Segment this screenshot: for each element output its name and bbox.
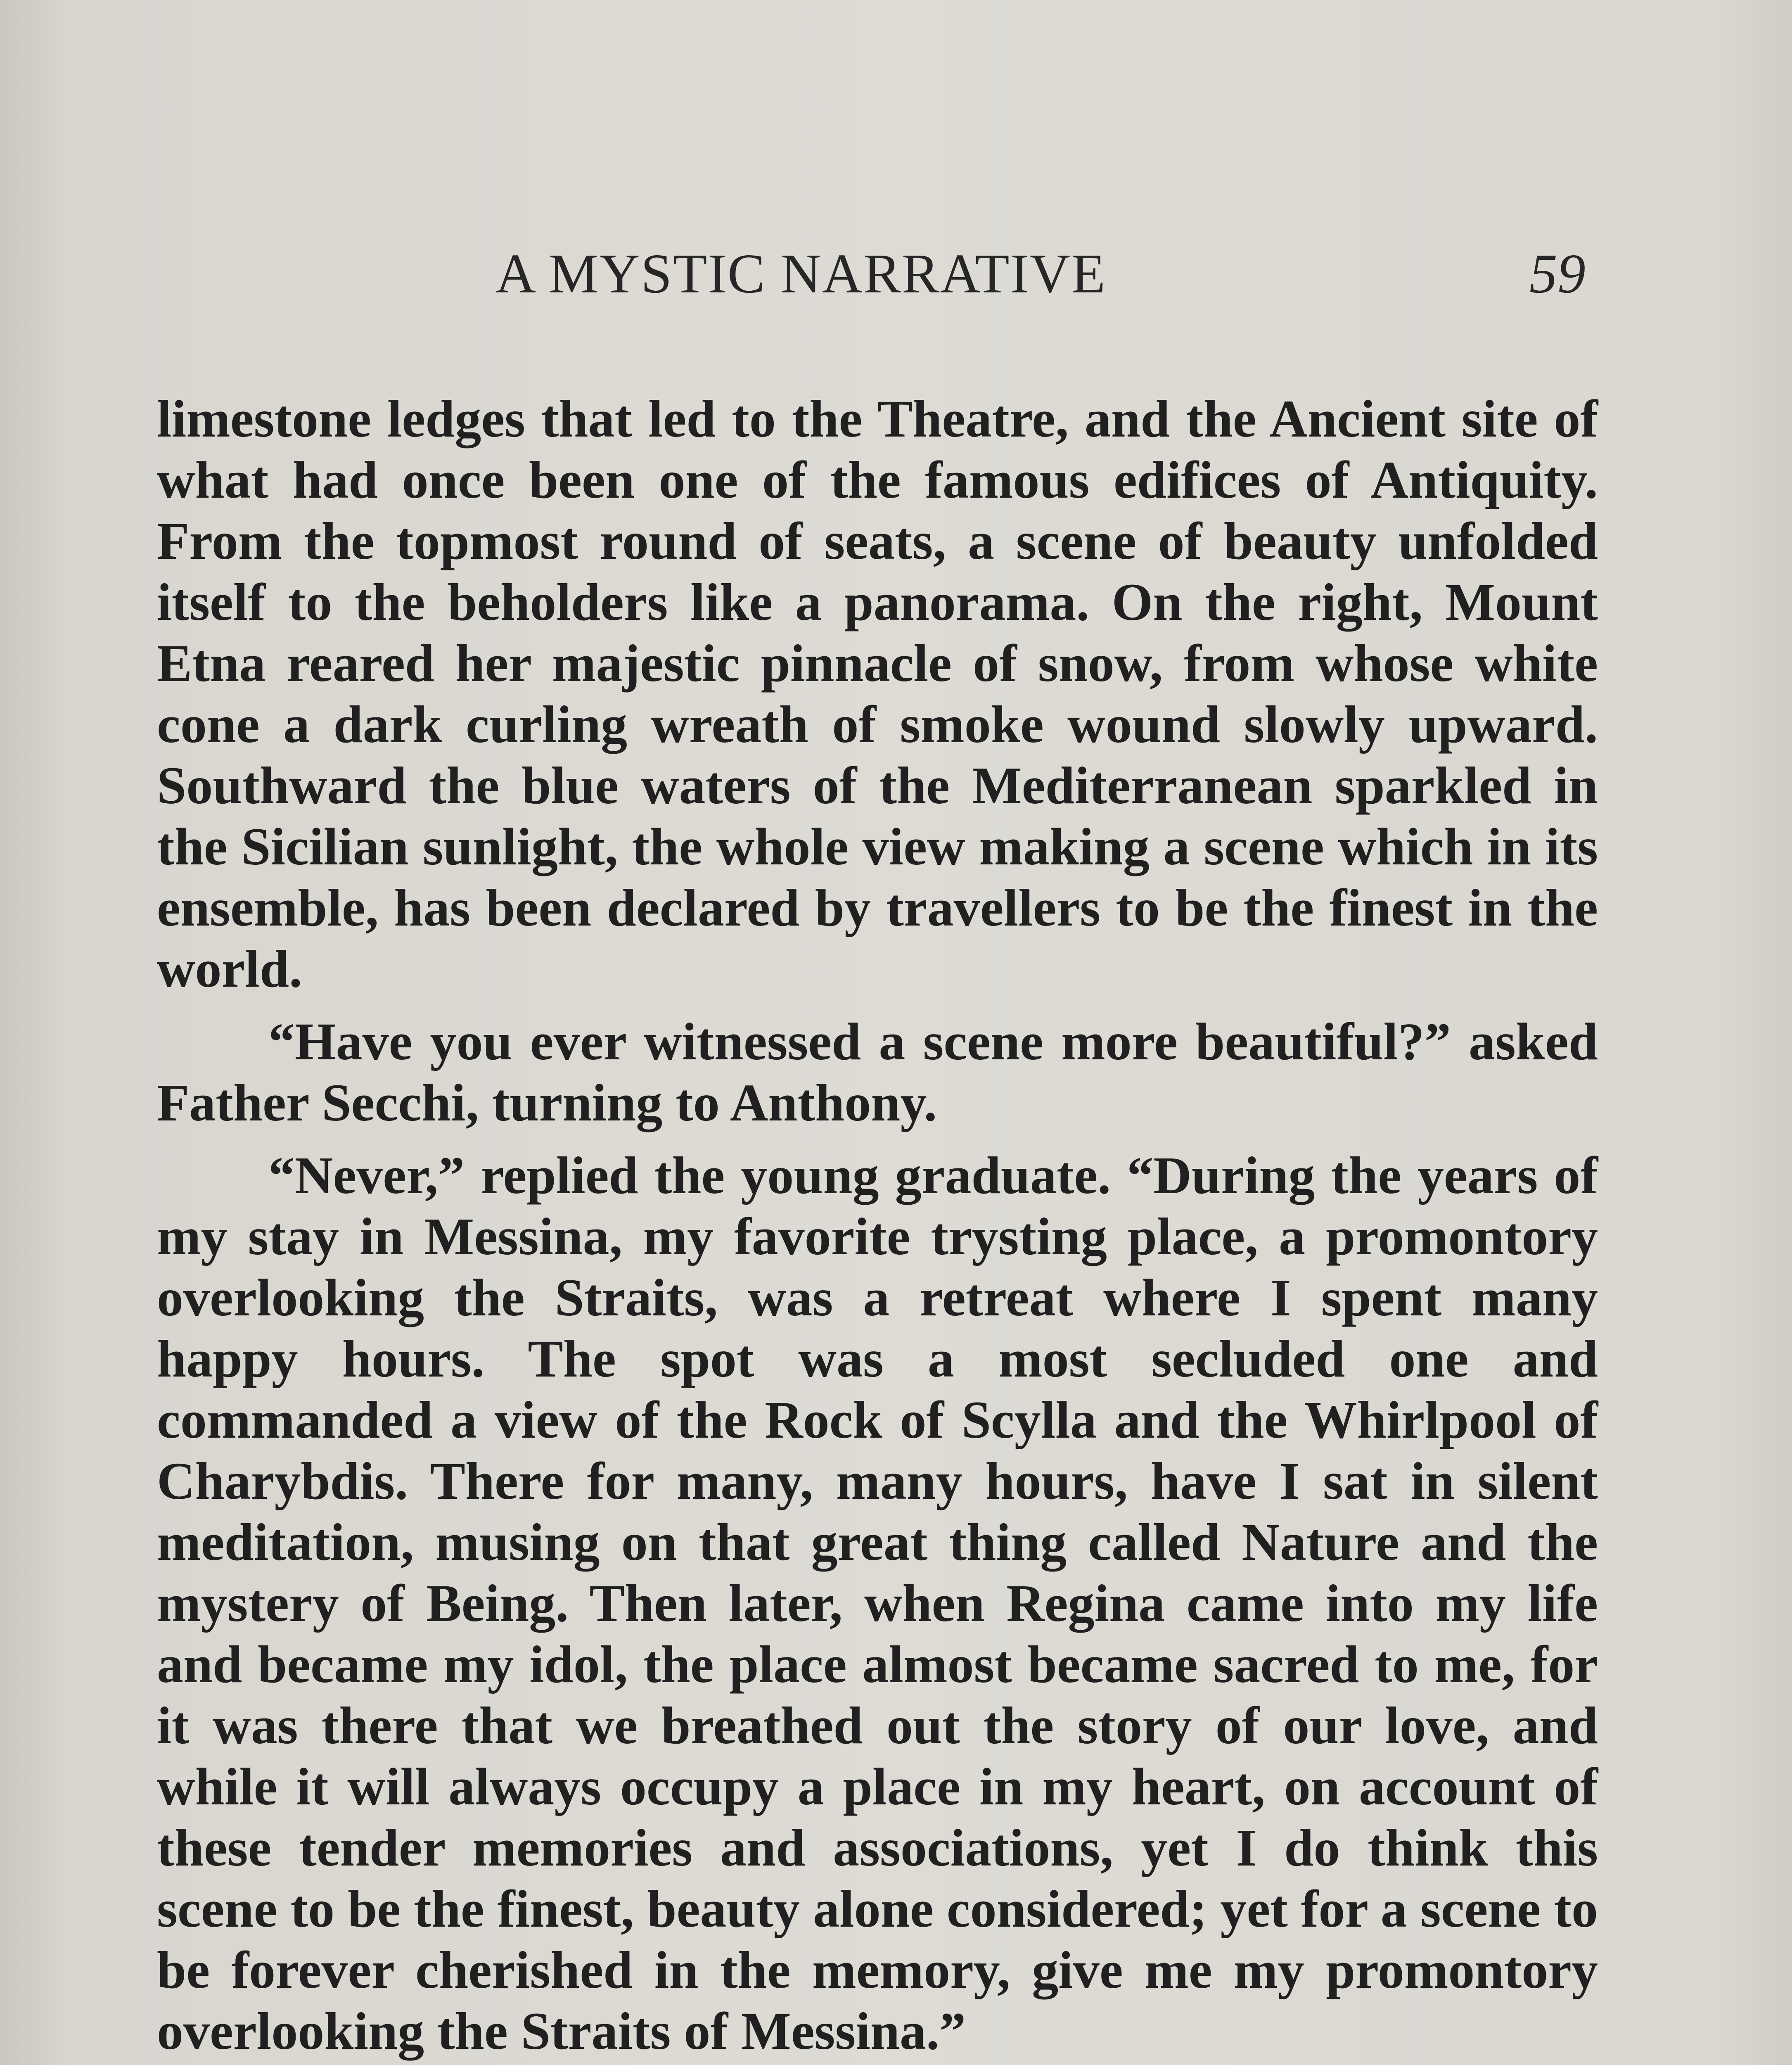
paragraph-3: “Never,” replied the young graduate. “During the years of my stay in Messina, my favorite trysting place, a promontory overlooking the Straits, was a retreat where I spent many happy hours. The spot was a most secluded one and commanded a view of the Rock of Scylla and the Whirlpool of Charybdis. There for many, many hours, have I sat in silent meditation, musing on that great thing called Nature and the mystery of Being. Then later, when Regina came into my life and became my idol, the place almost became sacred to me, for it was there that we breathed out the story of our love, and while it will always occupy a place in my heart, on account of these tender memories and associations, yet I do think this scene to be the finest, beauty alone considered; yet for a scene to be forever cherished in the memory, give me my promontory overlooking the Straits of Messina.” [157, 1146, 1598, 2060]
running-title: A MYSTIC NARRATIVE [495, 243, 1107, 305]
page-number: 59 [1529, 243, 1586, 305]
paragraph-2: “Have you ever witnessed a scene more beautiful?” asked Father Secchi, turning to Anthony. [157, 1012, 1598, 1132]
paragraph-1: limestone ledges that led to the Theatre, and the Ancient site of what had once been one of the famous edifices of Antiquity. From the topmost round of seats, a scene of beauty unfolded itself to the beholders like a panorama. On the right, Mount Etna reared her majestic pinnacle of snow, from whose white cone a dark curling wreath of smoke wound slowly upward. Southward the blue waters of the Mediterranean sparkled in the Sicilian sunlight, the whole view making a scene which in its ensemble, has been declared by travellers to be the finest in the world. [157, 389, 1598, 998]
page-header [157, 242, 1598, 312]
body-text [157, 388, 1598, 2065]
